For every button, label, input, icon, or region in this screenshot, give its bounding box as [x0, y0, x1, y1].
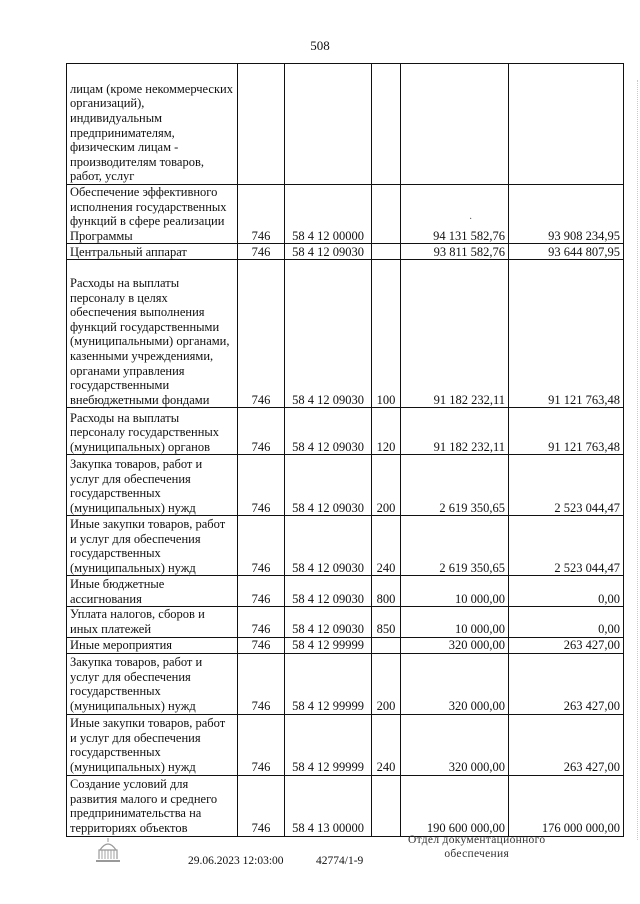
row-name-cell: Закупка товаров, работ и услуг для обеспечения государственных (муниципальных) нужд [67, 653, 238, 714]
row-code-cell: 746 [238, 714, 285, 775]
stamp-line-2: обеспечения [444, 848, 510, 860]
row-name-cell: Иные мероприятия [67, 637, 238, 653]
row-csr-cell: 58 4 12 09030 [285, 455, 372, 516]
row-vr-cell [372, 185, 401, 244]
row-name-cell: Обеспечение эффективного исполнения государственных функций в сфере реализации Программы [67, 185, 238, 244]
row-amount-2-cell: 2 523 044,47 [509, 455, 624, 516]
department-stamp [408, 833, 545, 861]
budget-table [66, 63, 624, 837]
row-amount-2-cell: 176 000 000,00 [509, 775, 624, 836]
row-amount-1-cell: 320 000,00 [401, 653, 509, 714]
table-row [67, 775, 624, 836]
duma-emblem-icon [88, 836, 128, 866]
row-csr-cell: 58 4 12 09030 [285, 607, 372, 637]
table-row [67, 64, 624, 185]
row-code-cell: 746 [238, 576, 285, 607]
row-csr-cell: 58 4 12 99999 [285, 653, 372, 714]
row-name-cell: Иные закупки товаров, работ и услуг для обеспечения государственных (муниципальных) нужд [67, 516, 238, 576]
footer-doc-number: 42774/1-9 [316, 855, 364, 867]
row-amount-2-cell: 93 908 234,95 [509, 185, 624, 244]
row-amount-1-cell: 2 619 350,65 [401, 516, 509, 576]
row-amount-1-cell: 91 182 232,11 [401, 408, 509, 455]
row-vr-cell: 240 [372, 516, 401, 576]
row-code-cell: 746 [238, 775, 285, 836]
row-name-cell: Центральный аппарат [67, 244, 238, 260]
row-amount-1-cell: 10 000,00 [401, 607, 509, 637]
table-row [67, 637, 624, 653]
row-amount-2-cell: 263 427,00 [509, 653, 624, 714]
row-amount-2-cell: 0,00 [509, 576, 624, 607]
table-row [67, 244, 624, 260]
row-amount-2-cell: 263 427,00 [509, 714, 624, 775]
table-row [67, 714, 624, 775]
row-vr-cell: 850 [372, 607, 401, 637]
row-amount-1-cell: 190 600 000,00 [401, 775, 509, 836]
row-amount-2-cell: 93 644 807,95 [509, 244, 624, 260]
table-row [67, 455, 624, 516]
table-row [67, 260, 624, 408]
row-csr-cell: 58 4 12 09030 [285, 244, 372, 260]
row-name-cell: Создание условий для развития малого и среднего предпринимательства на территориях объектов [67, 775, 238, 836]
row-amount-1-cell: 93 811 582,76 [401, 244, 509, 260]
row-csr-cell: 58 4 12 09030 [285, 260, 372, 408]
table-row [67, 653, 624, 714]
row-vr-cell [372, 64, 401, 185]
row-name-cell: Иные бюджетные ассигнования [67, 576, 238, 607]
row-csr-cell [285, 64, 372, 185]
scan-speck: · [469, 214, 473, 225]
row-code-cell: 746 [238, 244, 285, 260]
row-csr-cell: 58 4 12 09030 [285, 576, 372, 607]
row-name-cell: лицам (кроме некоммерческих организаций), индивидуальным предпринимателям, физическим лицам - производителям товаров, работ, услуг [67, 64, 238, 185]
row-amount-1-cell: 91 182 232,11 [401, 260, 509, 408]
row-code-cell: 746 [238, 455, 285, 516]
table-row [67, 185, 624, 244]
row-name-cell: Закупка товаров, работ и услуг для обеспечения государственных (муниципальных) нужд [67, 455, 238, 516]
row-amount-2-cell: 0,00 [509, 607, 624, 637]
row-name-cell: Расходы на выплаты персоналу в целях обеспечения выполнения функций государственными (муниципальными) органами, казенными учреждениями, органами управления государственными внебюджетными фондами [67, 260, 238, 408]
row-code-cell: 746 [238, 607, 285, 637]
row-vr-cell: 240 [372, 714, 401, 775]
row-code-cell: 746 [238, 516, 285, 576]
table-row [67, 516, 624, 576]
table-row [67, 576, 624, 607]
row-amount-1-cell [401, 64, 509, 185]
page-number: 508 [310, 38, 330, 53]
row-vr-cell [372, 775, 401, 836]
stamp-line-1: Отдел документационного [408, 834, 546, 846]
row-csr-cell: 58 4 12 09030 [285, 516, 372, 576]
row-csr-cell: 58 4 12 99999 [285, 714, 372, 775]
row-vr-cell: 100 [372, 260, 401, 408]
row-vr-cell: 800 [372, 576, 401, 607]
row-amount-2-cell: 91 121 763,48 [509, 260, 624, 408]
table-row [67, 408, 624, 455]
row-amount-2-cell: 263 427,00 [509, 637, 624, 653]
row-csr-cell: 58 4 12 09030 [285, 408, 372, 455]
row-vr-cell: 200 [372, 455, 401, 516]
row-code-cell: 746 [238, 185, 285, 244]
row-name-cell: Расходы на выплаты персоналу государственных (муниципальных) органов [67, 408, 238, 455]
footer-date: 29.06.2023 12:03:00 [188, 855, 284, 867]
row-name-cell: Иные закупки товаров, работ и услуг для обеспечения государственных (муниципальных) нужд [67, 714, 238, 775]
row-vr-cell [372, 244, 401, 260]
row-amount-1-cell: 94 131 582,76 [401, 185, 509, 244]
row-amount-1-cell: 2 619 350,65 [401, 455, 509, 516]
row-csr-cell: 58 4 12 00000 [285, 185, 372, 244]
row-csr-cell: 58 4 12 99999 [285, 637, 372, 653]
table-row [67, 607, 624, 637]
row-csr-cell: 58 4 13 00000 [285, 775, 372, 836]
row-code-cell [238, 64, 285, 185]
row-amount-2-cell: 2 523 044,47 [509, 516, 624, 576]
row-amount-2-cell: 91 121 763,48 [509, 408, 624, 455]
row-code-cell: 746 [238, 637, 285, 653]
row-amount-1-cell: 10 000,00 [401, 576, 509, 607]
row-vr-cell: 120 [372, 408, 401, 455]
margin-scan-marks [631, 80, 638, 840]
row-amount-2-cell [509, 64, 624, 185]
row-name-cell: Уплата налогов, сборов и иных платежей [67, 607, 238, 637]
row-amount-1-cell: 320 000,00 [401, 637, 509, 653]
row-code-cell: 746 [238, 260, 285, 408]
row-code-cell: 746 [238, 653, 285, 714]
row-vr-cell [372, 637, 401, 653]
row-code-cell: 746 [238, 408, 285, 455]
row-amount-1-cell: 320 000,00 [401, 714, 509, 775]
row-vr-cell: 200 [372, 653, 401, 714]
